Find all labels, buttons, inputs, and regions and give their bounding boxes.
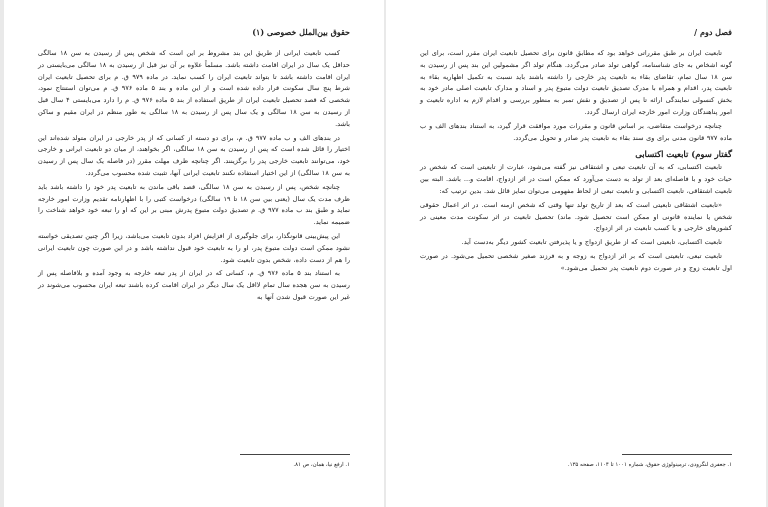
paragraph: تابعیت تبعی، تابعیتی است که بر اثر ازدواج به زوجه و به فرزند صغیر شخصی تحمیل می‌شود. در صورت اول تابعیت زوج و در صورت دوم تابعیت پدر تحمیل می‌شود.» [420, 251, 732, 272]
paragraph: چنانچه شخص، پس از رسیدن به سن ۱۸ سالگی، قصد باقی ماندن به تابعیت پدر خود را داشته باشد باید ظرف مدت یک سال (یعنی بین سن ۱۸ تا ۱۹ سالگی) درخواست کتبی را با اظهارنامه تقدیم وزارت امور خارجه نماید و طبق بند ب ماده ۹۷۷ ق. م تصدیق دولت متبوع پدرش مبنی بر این که او را تبعه خود خواهد شناخت را ضمیمه نماید. [38, 182, 351, 227]
paragraph: به استناد بند ۵ ماده ۹۷۶ ق. م، کسانی که در ایران از پدر تبعه خارجه به وجود آمده و بلافاصله پس از رسیدن به سن هجده سال تمام لااقل یک سال دیگر در ایران اقامت کرده باشند تبعه ایران محسوب می‌شوند در غیر این صورت قبول شدن آنها به [38, 269, 350, 301]
paragraph: تابعیت اکتسابی، که به آن تابعیت تبعی و اشتقاقی نیز گفته می‌شود، عبارت از تابعیتی است که شخص در حیات خود و با فاصله‌ای بعد از تولد به دست می‌آورد که ممکن است در اثر ازدواج، اقامت و... باشد. البته بین تابعیت اشتقاقی، تابعیت اکتسابی و تابعیت تبعی از لحاظ مفهومی می‌توان تمایز قائل شد. بدین ترتیب که: [420, 163, 732, 195]
paragraph: چنانچه درخواست متقاضی، بر اساس قانون و مقررات مورد موافقت قرار گیرد، به استناد بندهای الف و ب ماده ۹۷۷ قانون مدنی برای وی سند بقاء به تابعیت پدر صادر و تحویل می‌گردد. [420, 121, 732, 142]
footnote: ۱. ارفع نیا، همان، ص ۸۱. [293, 462, 350, 468]
paragraph: «تابعیت اشتقاقی تابعیتی است که بعد از تاریخ تولد تنها وقتی که شخص ازمنه است. در اثر اعمال حقوقی شخص یا نماینده قانونی او ممکن است تحصیل شود. ماند) تحصیل تابعیت در اثر سکونت مدت معینی در کشورهای خارجی و یا کسب تابعیت در اثر ازدواج. [420, 200, 732, 233]
paragraph: تابعیت ایران بر طبق مقرراتی خواهد بود که مطابق قانون برای تحصیل تابعیت ایران مقرر است، برای این گونه اشخاص به جای شناسنامه، گواهی تولد صادر می‌گردد. هنگام تولد اگر مشمولین این بند پس از رسیدن به سن ۱۸ سال تمام، تقاضای بقاء به تابعیت پدر خارجی را داشته باشند باید نسبت به تکمیل اظهاریه بقاء به تابعیت پدر، اقدام و همراه با مدرک تصدیق تابعیت دولت متبوع پدر و اسناد و مدارک تابعیت اصلی مادر خود به بخش کنسولی نمایندگی ارائه تا پس از تصدیق و نقش تمبر به منظور بررسی و اقدام لازم به اداره تابعیت و امور پناهندگان وزارت امور خارجه ایران ارسال گردد. [420, 49, 733, 116]
left-page [4, 0, 384, 507]
footnote-divider [622, 454, 732, 455]
section-title: گفتار سوم) تابعیت اکتسابی [635, 149, 732, 160]
paragraph: تابعیت اکتسابی، تابعیتی است که از طریق ازدواج و یا پذیرفتن تابعیت کشور دیگر به‌دست آید. [461, 238, 722, 247]
footnote: ۱. جعفری لنگرودی، ترمینولوژی حقوق، شماره ۱۰۰۱ تا ۱۱۰۴، صفحه ۱۳۵. [567, 462, 732, 468]
paragraph: کسب تابعیت ایرانی از طریق این بند مشروط بر این است که شخص پس از رسیدن به سن ۱۸ سالگی حداقل یک سال در ایران اقامت داشته باشد. مسلماً علاوه بر آن نیز قبل از رسیدن به ۱۸ سالگی می‌بایستی در ایران اقامت داشته باشد تا بتواند تابعیت ایران را کسب نماید. در ماده ۹۷۹ ق. م برای تحصیل تابعیت ایران شرط پنج سال سکونت قرار داده شده است و از این ماده و بند ۵ ماده ۹۷۶ ق. م می‌توان استنتاج نمود، شخصی که قصد تحصیل تابعیت ایران از طریق استفاده از بند ۵ ماده ۹۷۶ ق. م را دارد می‌بایستی ۴ سال قبل از رسیدن به سن ۱۸ سالگی و یک سال پس از رسیدن به ۱۸ سالگی به طور منظم در ایران مقیم و ساکن باشد. [38, 49, 351, 128]
right-page [386, 0, 766, 507]
running-head [420, 24, 732, 40]
running-head [38, 24, 350, 40]
chapter-title: فصل دوم [700, 27, 732, 37]
paragraph: در بندهای الف و ب ماده ۹۷۷ ق. م، برای دو دسته از کسانی که از پدر خارجی در ایران متولد شده‌اند این اختیار را قائل شده است که پس از رسیدن به سن ۱۸ سالگی، اگر بخواهند، از میان دو تابعیت ایرانی و خارجی خود، می‌توانند تابعیت خارجی پدر را برگزینند. اگر چنانچه ظرف مهلت مقرر (در فاصله یک سال پس از رسیدن به سن ۱۸ سالگی) از این اختیار استفاده نکنند تابعیت ایرانی آنها، تثبیت شده محسوب می‌گردد. [38, 133, 351, 177]
paragraph: این پیش‌بینی قانونگذار، برای جلوگیری از افزایش افراد بدون تابعیت می‌باشد، زیرا اگر چنین تصدیقی خواسته نشود ممکن است دولت متبوع پدر، او را به تابعیت خود قبول نداشته باشد و در این صورت چون تابعیت ایرانی را هم از دست داده، شخص بدون تابعیت شود. [38, 231, 350, 264]
header-slash: / [694, 27, 698, 37]
footnote-divider [240, 454, 350, 455]
chapter-header [691, 27, 732, 37]
book-title-header: حقوق بین‌الملل خصوصی (۱) [252, 27, 350, 37]
